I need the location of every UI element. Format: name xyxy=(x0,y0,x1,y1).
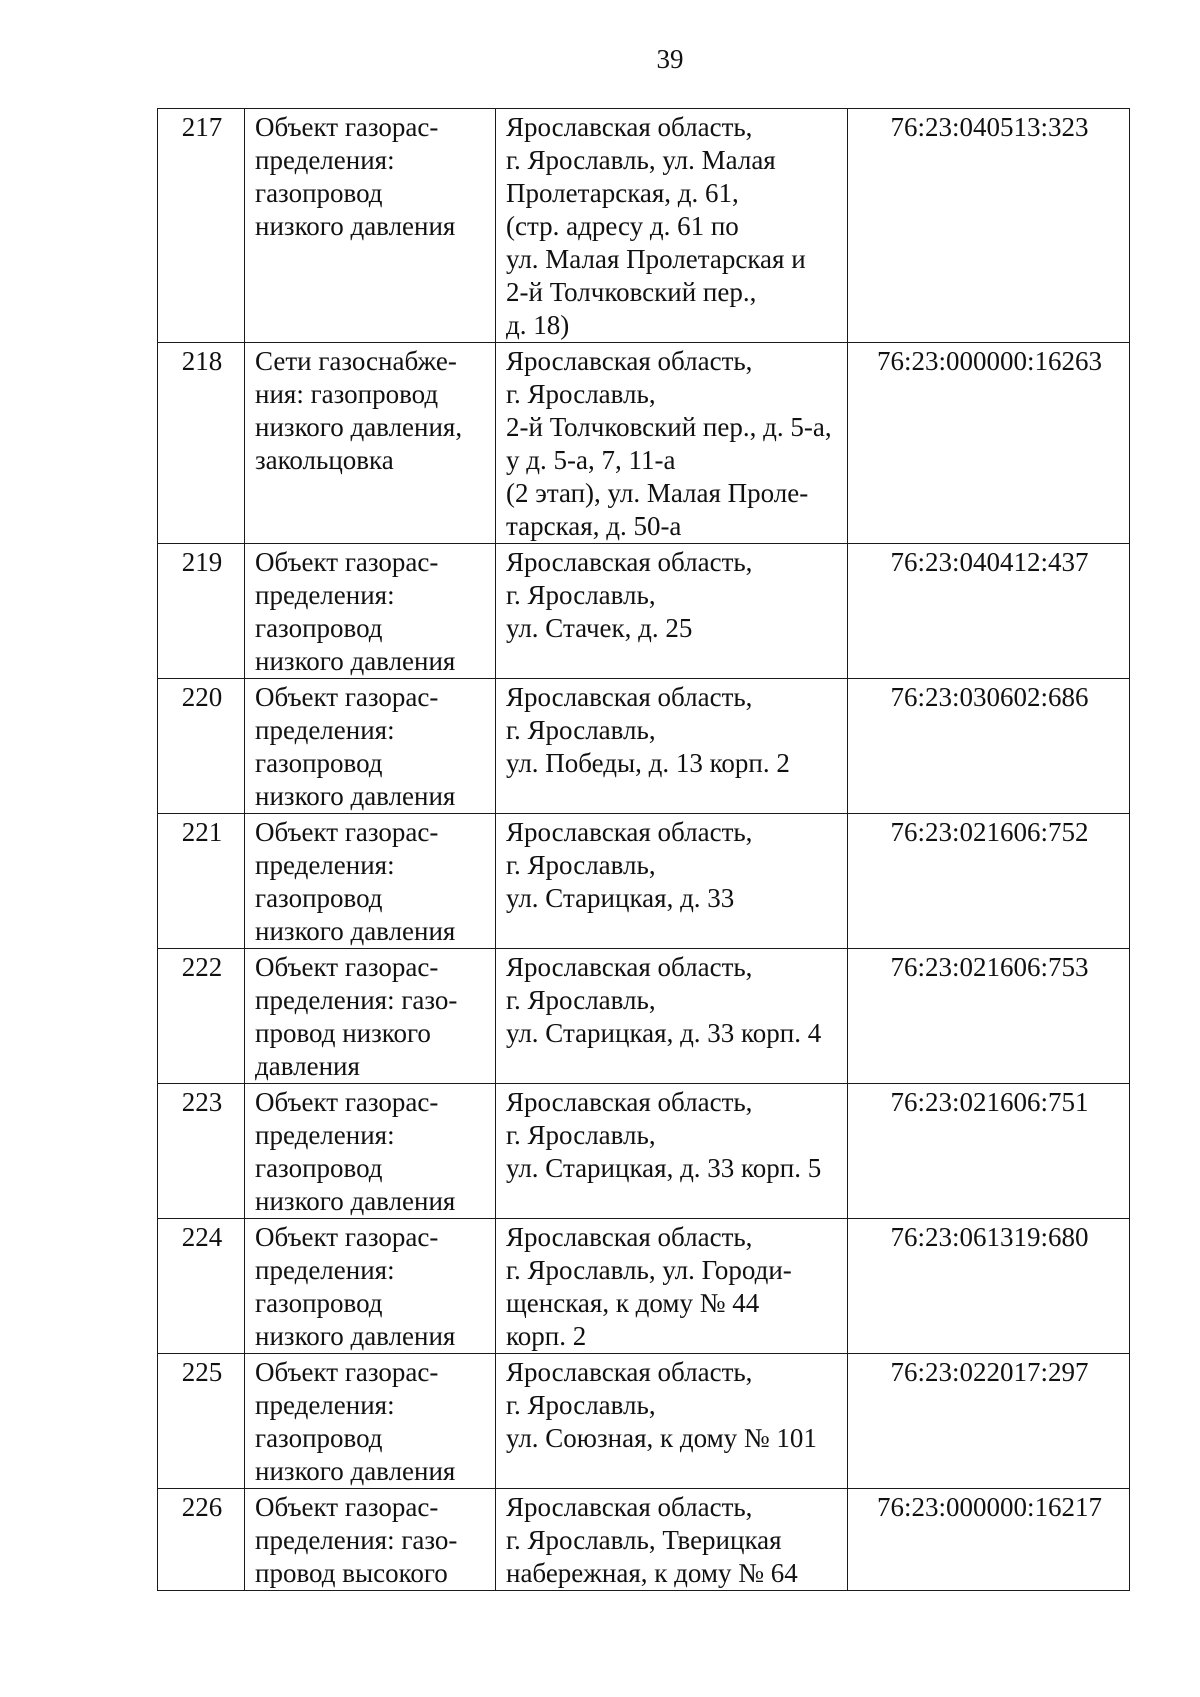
cadastral-number: 76:23:021606:751 xyxy=(848,1084,1130,1219)
registry-table-body xyxy=(158,109,1130,1591)
table-row xyxy=(158,1489,1130,1591)
row-number: 219 xyxy=(158,544,245,679)
cadastral-number: 76:23:021606:753 xyxy=(848,949,1130,1084)
table-row xyxy=(158,544,1130,679)
object-name: Объект газорас- пределения: газопровод низкого давления xyxy=(245,544,496,679)
cadastral-number: 76:23:000000:16217 xyxy=(848,1489,1130,1591)
cadastral-number: 76:23:030602:686 xyxy=(848,679,1130,814)
object-name: Объект газорас- пределения: газопровод низкого давления xyxy=(245,1084,496,1219)
registry-table xyxy=(157,108,1130,1591)
object-name: Объект газорас- пределения: газопровод низкого давления xyxy=(245,814,496,949)
object-address: Ярославская область, г. Ярославль, ул. Стачек, д. 25 xyxy=(496,544,848,679)
object-name: Объект газорас- пределения: газопровод низкого давления xyxy=(245,679,496,814)
object-name: Объект газорас- пределения: газо- провод низкого давления xyxy=(245,949,496,1084)
table-row xyxy=(158,1084,1130,1219)
row-number: 220 xyxy=(158,679,245,814)
cadastral-number: 76:23:000000:16263 xyxy=(848,343,1130,544)
object-address: Ярославская область, г. Ярославль, 2-й Толчковский пер., д. 5-а, у д. 5-а, 7, 11-а (2 этап), ул. Малая Проле- тарская, д. 50-а xyxy=(496,343,848,544)
row-number: 221 xyxy=(158,814,245,949)
row-number: 222 xyxy=(158,949,245,1084)
cadastral-number: 76:23:040412:437 xyxy=(848,544,1130,679)
object-address: Ярославская область, г. Ярославль, Тверицкая набережная, к дому № 64 xyxy=(496,1489,848,1591)
table-row xyxy=(158,109,1130,343)
object-address: Ярославская область, г. Ярославль, ул. Старицкая, д. 33 корп. 5 xyxy=(496,1084,848,1219)
object-name: Сети газоснабже- ния: газопровод низкого давления, закольцовка xyxy=(245,343,496,544)
object-address: Ярославская область, г. Ярославль, ул. Старицкая, д. 33 корп. 4 xyxy=(496,949,848,1084)
row-number: 223 xyxy=(158,1084,245,1219)
object-name: Объект газорас- пределения: газо- провод высокого xyxy=(245,1489,496,1591)
object-address: Ярославская область, г. Ярославль, ул. Победы, д. 13 корп. 2 xyxy=(496,679,848,814)
object-name: Объект газорас- пределения: газопровод низкого давления xyxy=(245,1354,496,1489)
row-number: 224 xyxy=(158,1219,245,1354)
object-address: Ярославская область, г. Ярославль, ул. Старицкая, д. 33 xyxy=(496,814,848,949)
row-number: 218 xyxy=(158,343,245,544)
cadastral-number: 76:23:021606:752 xyxy=(848,814,1130,949)
cadastral-number: 76:23:040513:323 xyxy=(848,109,1130,343)
cadastral-number: 76:23:022017:297 xyxy=(848,1354,1130,1489)
object-name: Объект газорас- пределения: газопровод низкого давления xyxy=(245,1219,496,1354)
object-address: Ярославская область, г. Ярославль, ул. Малая Пролетарская, д. 61, (стр. адресу д. 61 по ул. Малая Пролетарская и 2-й Толчковский пер., д. 18) xyxy=(496,109,848,343)
table-row xyxy=(158,1354,1130,1489)
table-row xyxy=(158,343,1130,544)
table-row xyxy=(158,679,1130,814)
object-address: Ярославская область, г. Ярославль, ул. Городи- щенская, к дому № 44 корп. 2 xyxy=(496,1219,848,1354)
row-number: 217 xyxy=(158,109,245,343)
table-row xyxy=(158,1219,1130,1354)
row-number: 226 xyxy=(158,1489,245,1591)
cadastral-number: 76:23:061319:680 xyxy=(848,1219,1130,1354)
table-row xyxy=(158,949,1130,1084)
page-number: 39 xyxy=(656,44,684,74)
object-name: Объект газорас- пределения: газопровод низкого давления xyxy=(245,109,496,343)
table-row xyxy=(158,814,1130,949)
row-number: 225 xyxy=(158,1354,245,1489)
object-address: Ярославская область, г. Ярославль, ул. Союзная, к дому № 101 xyxy=(496,1354,848,1489)
